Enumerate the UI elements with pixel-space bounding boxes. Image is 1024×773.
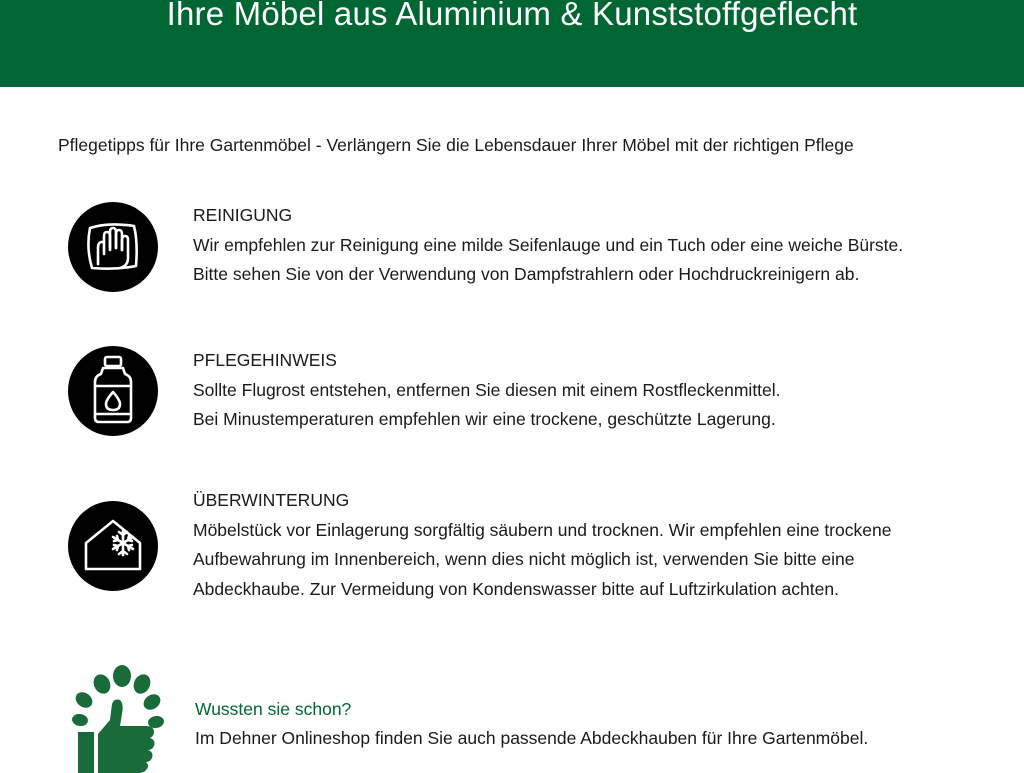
info-box bbox=[195, 695, 868, 753]
info-body: Im Dehner Onlineshop finden Sie auch passende Abdeckhauben für Ihre Gartenmöbel. bbox=[195, 728, 869, 748]
tip-cleaning-text bbox=[193, 201, 903, 290]
tip-line: Abdeckhaube. Zur Vermeidung von Kondenswasser bitte auf Luftzirkulation achten. bbox=[193, 578, 839, 599]
intro-text: Pflegetipps für Ihre Gartenmöbel - Verlängern Sie die Lebensdauer Ihrer Möbel mit der richtigen Pflege bbox=[58, 135, 854, 155]
care-bottle-icon bbox=[68, 346, 158, 436]
tip-line: Möbelstück vor Einlagerung sorgfältig säubern und trocknen. Wir empfehlen eine trockene bbox=[193, 519, 892, 540]
info-heading: Wussten sie schon? bbox=[195, 699, 352, 719]
header-banner bbox=[0, 0, 1024, 87]
page-title: Ihre Möbel aus Aluminium & Kunststoffgeflecht bbox=[166, 0, 858, 32]
tip-line: Sollte Flugrost entstehen, entfernen Sie diesen mit einem Rostfleckenmittel. bbox=[193, 379, 781, 400]
tip-line: Wir empfehlen zur Reinigung eine milde Seifenlauge und ein Tuch oder eine weiche Bürste. bbox=[193, 234, 904, 255]
cleaning-hand-cloth-icon bbox=[68, 202, 158, 292]
tip-line: Aufbewahrung im Innenbereich, wenn dies nicht möglich ist, verwenden Sie bitte eine bbox=[193, 549, 855, 569]
tip-line: Bei Minustemperaturen empfehlen wir eine trockene, geschützte Lagerung. bbox=[193, 409, 776, 429]
tip-line: Bitte sehen Sie von der Verwendung von Dampfstrahlern oder Hochdruckreinigern ab. bbox=[193, 264, 860, 284]
tip-care-text bbox=[193, 346, 781, 435]
thumbs-up-tree-icon bbox=[66, 664, 166, 773]
tip-heading: REINIGUNG bbox=[193, 205, 293, 225]
tip-winter-text bbox=[193, 486, 891, 604]
tip-heading: ÜBERWINTERUNG bbox=[193, 490, 350, 510]
winter-house-snowflake-icon bbox=[68, 501, 158, 591]
tip-heading: PFLEGEHINWEIS bbox=[193, 350, 337, 370]
